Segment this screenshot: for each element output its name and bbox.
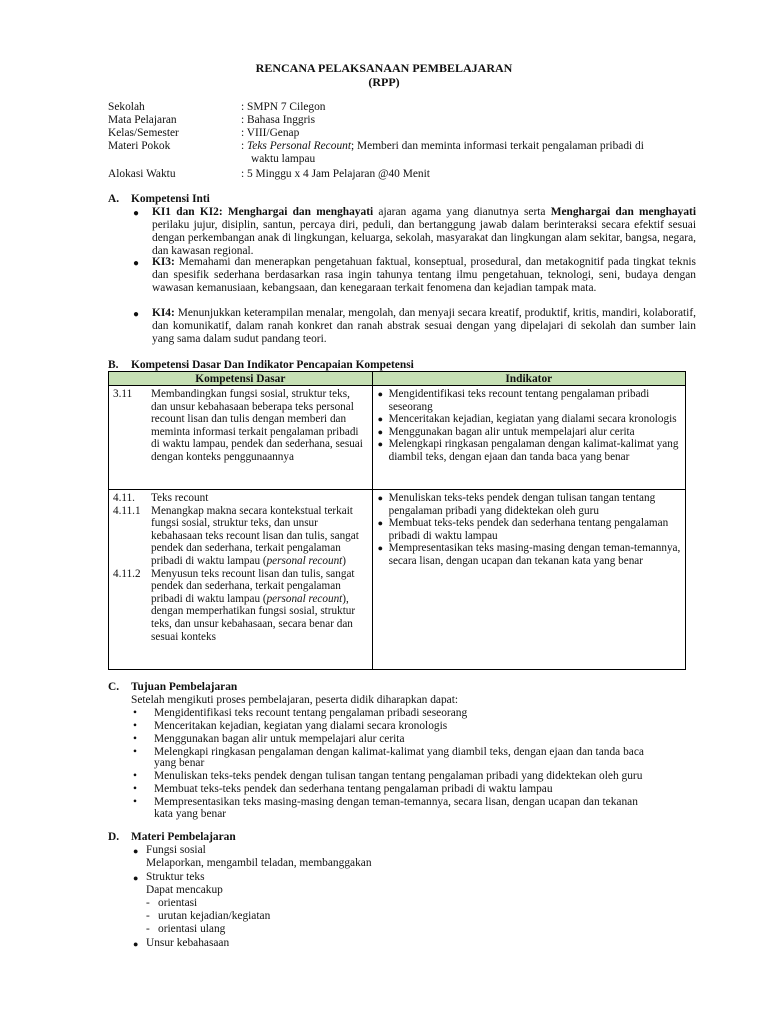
dash-icon: - (146, 910, 150, 922)
info-value-sekolah: : SMPN 7 Cilegon (241, 101, 326, 113)
bullet-icon: ● (133, 939, 139, 949)
materi-struktur: Struktur teks (146, 871, 205, 883)
info-value-materi-line2: waktu lampau (251, 153, 316, 165)
tujuan-intro: Setelah mengikuti proses pembelajaran, peserta didik diharapkan dapat: (131, 694, 459, 706)
col-kompetensi-dasar: Kompetensi Dasar (109, 372, 373, 386)
kd-number: 4.11.1 (113, 504, 141, 517)
kd-item (113, 388, 368, 464)
bullet-icon: • (133, 733, 137, 745)
list-item: Mengidentifikasi teks recount tentang pengalaman pribadi seseorang (154, 707, 468, 719)
list-item (377, 542, 681, 567)
kd-text: Teks recount (151, 492, 209, 504)
section-d-letter: D. (108, 831, 120, 843)
info-label-sekolah: Sekolah (108, 101, 145, 113)
kd-text-part: Menangkap makna secara kontekstual terkait fungsi sosial, struktur teks, dan unsur kebahasaan teks recount lisan dan tulis, sangat pendek dan sederhana, terkait pengalaman pribadi di waktu lampau ( (151, 504, 359, 567)
bullet-icon: ● (377, 439, 384, 450)
kd-text-italic: personal recount (266, 554, 343, 567)
materi-struktur-desc: Dapat mencakup (146, 884, 223, 896)
ki4-lead: KI4: (152, 307, 175, 319)
list-item: Menuliskan teks-teks pendek dengan tulisan tangan tentang pengalaman pribadi yang didektekan oleh guru (154, 770, 643, 782)
bullet-icon: ● (133, 258, 140, 269)
table-row (109, 490, 686, 670)
ki1-lead: KI1 dan KI2: (152, 206, 223, 218)
list-item-continued: kata yang benar (154, 808, 227, 820)
list-item: Mempresentasikan teks masing-masing dengan teman-temannya, secara lisan, dengan ucapan dan tekanan (154, 796, 638, 808)
bullet-icon: ● (377, 389, 384, 399)
bullet-icon: ● (133, 873, 139, 883)
list-item (377, 426, 681, 439)
list-item: orientasi ulang (158, 923, 226, 935)
kd-text (151, 505, 368, 568)
kd-text (151, 568, 368, 644)
bullet-icon: • (133, 746, 137, 758)
materi-unsur: Unsur kebahasaan (146, 937, 230, 949)
list-item: Melengkapi ringkasan pengalaman dengan kalimat-kalimat yang diambil teks, dengan ejaan dan tanda baca (154, 746, 644, 758)
kd-indikator-table (108, 371, 686, 670)
bullet-icon: ● (133, 309, 140, 320)
dash-icon: - (146, 897, 150, 909)
materi-fungsi-desc: Melaporkan, mengambil teladan, membanggakan (146, 857, 372, 869)
info-prefix: : (241, 140, 248, 152)
list-item: Membuat teks-teks pendek dan sederhana tentang pengalaman pribadi di waktu lampau (154, 783, 553, 795)
document-title: RENCANA PELAKSANAAN PEMBELAJARAN (255, 61, 513, 75)
bullet-icon: • (133, 783, 137, 795)
kd-text-part: Menyusun teks recount lisan dan tulis, sangat pendek dan sederhana, terkait pengalaman pribadi di waktu lampau ( (151, 567, 355, 605)
info-label-mapel: Mata Pelajaran (108, 114, 177, 126)
table-header-row (109, 372, 686, 386)
ki4-text (152, 307, 696, 346)
indicator-text: Menceritakan kejadian, kegiatan yang dialami secara kronologis (388, 413, 677, 426)
section-b-title: Kompetensi Dasar Dan Indikator Pencapaian Kompetensi (131, 359, 414, 371)
ki1-bold1: Menghargai dan menghayati (227, 206, 374, 218)
materi-rest: ; Memberi dan meminta informasi terkait pengalaman pribadi di (351, 140, 644, 152)
bullet-icon: • (133, 796, 137, 808)
kd-number: 4.11. (113, 492, 135, 504)
info-value-alokasi: : 5 Minggu x 4 Jam Pelajaran @40 Menit (241, 168, 430, 180)
list-item: Menggunakan bagan alir untuk mempelajari alur cerita (154, 733, 405, 745)
bullet-icon: • (133, 770, 137, 782)
kd-text: Membandingkan fungsi sosial, struktur teks, dan unsur kebahasaan beberapa teks personal recount lisan dan tulis dengan memberi dan meminta informasi terkait pengalaman pribadi di waktu lampau, pendek dan sederhana, sesuai dengan konteks penggunaannya (151, 388, 363, 463)
section-c-letter: C. (108, 681, 120, 693)
indicator-text: Melengkapi ringkasan pengalaman dengan kalimat-kalimat yang diambil teks, dengan ejaan dan tanda baca yang benar (388, 438, 679, 463)
ki3-text (152, 256, 696, 295)
kd-item (113, 492, 368, 505)
list-item (377, 492, 681, 517)
list-item: orientasi (158, 897, 198, 909)
ki3-body: Memahami dan menerapkan pengetahuan faktual, konseptual, prosedural, dan metakognitif pada tingkat teknis dan spesifik sederhana berdasarkan rasa ingin tahunya tentang ilmu pengetahuan, teknologi, seni, budaya dengan wawasan kemanusiaan, kebangsaan, dan kenegaraan terkait fenomena dan kejadian tampak mata. (152, 256, 696, 294)
indicator-text: Mengidentifikasi teks recount tentang pengalaman pribadi seseorang (388, 388, 650, 413)
section-a-letter: A. (108, 193, 120, 205)
ki1-text2: perilaku jujur, disiplin, santun, percaya diri, peduli, dan bertanggung jawab dalam berinteraksi secara efektif sesuai dengan perkembangan anak di lingkungan, keluarga, sekolah, masyarakat dan lingkungan alam sekitar, bangsa, negara, dan kawasan regional. (152, 219, 696, 257)
kd-item (113, 505, 368, 568)
kd-text-end: ), dengan memperhatikan fungsi sosial, struktur teks, dan unsur kebahasaan, secara benar dan sesuai konteks (151, 592, 356, 643)
bullet-icon: • (133, 720, 137, 732)
list-item (377, 517, 681, 542)
kd-cell (109, 386, 373, 490)
kd-item (113, 568, 368, 644)
bullet-icon: ● (377, 543, 384, 554)
table-row (109, 386, 686, 490)
info-value-materi (241, 140, 701, 153)
kd-number: 4.11.2 (113, 567, 141, 580)
materi-fungsi: Fungsi sosial (146, 844, 206, 856)
section-c-title: Tujuan Pembelajaran (131, 681, 238, 693)
ki1-text1: ajaran agama yang dianutnya serta (373, 206, 551, 218)
col-indikator: Indikator (372, 372, 685, 386)
bullet-icon: ● (133, 208, 140, 219)
dash-icon: - (146, 923, 150, 935)
kd-text-italic: personal recount (266, 592, 343, 605)
list-item (377, 438, 681, 463)
indicator-text: Mempresentasikan teks masing-masing dengan teman-temannya, secara lisan, dengan ucapan dan tekanan kata yang benar (388, 542, 681, 567)
document-subtitle: (RPP) (368, 75, 400, 89)
info-label-kelas: Kelas/Semester (108, 127, 179, 139)
bullet-icon: ● (377, 518, 384, 529)
bullet-icon: ● (133, 846, 139, 856)
ki4-body: Menunjukkan keterampilan menalar, mengolah, dan menyaji secara kreatif, produktif, kritis, mandiri, kolaboratif, dan komunikatif, dalam ranah konkret dan ranah abstrak sesuai dengan yang dipelajari di sekolah dan sumber lain yang sama dalam sudut pandang teori. (152, 307, 696, 345)
kd-text-end: ) (342, 554, 347, 567)
section-a-title: Kompetensi Inti (131, 193, 210, 205)
kd-number: 3.11 (113, 388, 133, 400)
bullet-icon: ● (377, 426, 384, 437)
bullet-icon: ● (377, 414, 384, 425)
materi-italic: Teks Personal Recount (247, 140, 351, 152)
bullet-icon: • (133, 707, 137, 719)
list-item: Menceritakan kejadian, kegiatan yang dialami secara kronologis (154, 720, 448, 732)
kd-cell (109, 490, 373, 670)
info-value-mapel: : Bahasa Inggris (241, 114, 316, 126)
ki1-bold2: Menghargai dan menghayati (550, 206, 696, 218)
indicator-text: Menuliskan teks-teks pendek dengan tulisan tangan tentang pengalaman pribadi yang didektekan oleh guru (388, 492, 656, 517)
ki1-ki2-text (152, 206, 696, 258)
indicator-cell (372, 490, 685, 670)
indicator-cell (372, 386, 685, 490)
info-value-kelas: : VIII/Genap (241, 127, 300, 139)
ki3-lead: KI3: (152, 256, 175, 268)
info-label-materi: Materi Pokok (108, 140, 171, 152)
info-label-alokasi: Alokasi Waktu (108, 168, 176, 180)
section-d-title: Materi Pembelajaran (131, 831, 236, 843)
indicator-text: Menggunakan bagan alir untuk mempelajari alur cerita (388, 425, 635, 438)
list-item-continued: yang benar (154, 757, 205, 769)
indicator-text: Membuat teks-teks pendek dan sederhana tentang pengalaman pribadi di waktu lampau (388, 517, 669, 542)
list-item (377, 388, 681, 413)
list-item (377, 413, 681, 426)
section-b-letter: B. (108, 359, 119, 371)
bullet-icon: ● (377, 493, 384, 503)
list-item: urutan kejadian/kegiatan (158, 910, 271, 922)
